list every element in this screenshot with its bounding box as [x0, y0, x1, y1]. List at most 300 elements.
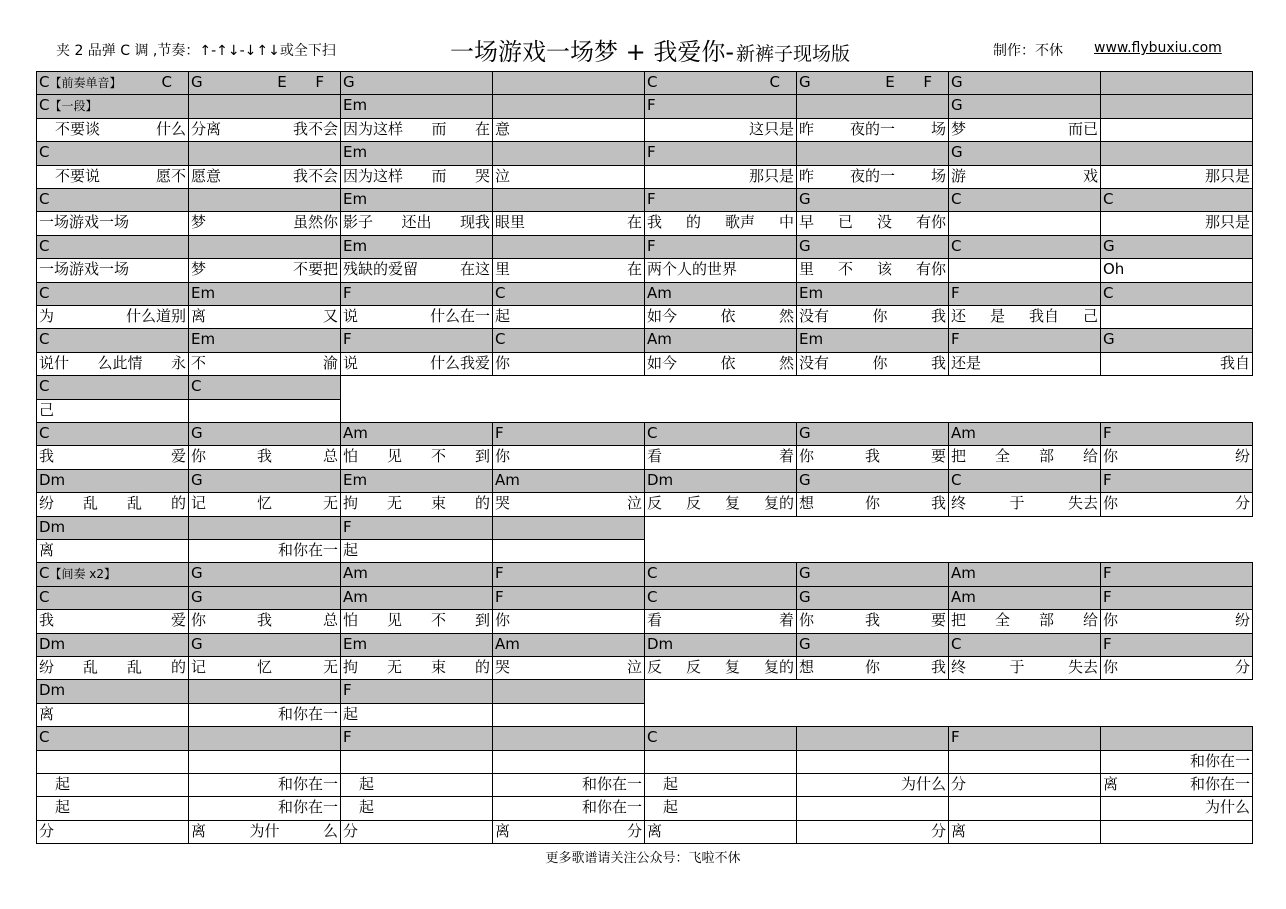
lyric-cell — [492, 258, 645, 282]
chord-name: C — [647, 73, 658, 91]
chord-name: G — [1103, 330, 1115, 349]
chord-cell — [948, 141, 1101, 165]
section-label: 【一段】 — [49, 99, 98, 114]
lyric-cell — [796, 352, 949, 376]
lyric-text: 你 — [495, 447, 511, 466]
chord-name: G — [799, 236, 811, 255]
lyric-text: 己 — [39, 400, 55, 419]
lyric-cell — [36, 118, 189, 142]
chord-name: F — [1103, 587, 1112, 606]
chord-cell — [644, 562, 797, 586]
lyric-cell — [492, 773, 645, 797]
chord-name: Em — [343, 190, 368, 208]
chord-cell — [948, 235, 1101, 259]
lyric-text: 如今 依 然 — [647, 307, 794, 325]
lyric-text: 离 — [951, 821, 967, 840]
lyric-text: 还 是 我自 己 — [951, 307, 1098, 325]
lyric-text: 这只 是 — [748, 119, 794, 138]
chord-cell — [492, 586, 645, 610]
chord-cell — [644, 469, 797, 493]
lyric-text: 把 全 部 给 — [951, 447, 1098, 466]
lyric-cell — [948, 796, 1101, 820]
chord-cell — [796, 586, 949, 610]
chord-name: C — [647, 424, 658, 442]
lyric-cell — [1100, 656, 1253, 680]
lyric-text: 那只 是 — [748, 166, 794, 185]
lyric-cell — [1100, 258, 1253, 282]
lyric-cell — [796, 445, 949, 469]
chord-name: Em — [799, 283, 824, 302]
lyric-cell — [340, 305, 493, 329]
lyric-cell — [492, 118, 645, 142]
chord-name: Em — [191, 283, 216, 302]
chord-name: Am — [495, 470, 520, 489]
lyric-cell — [188, 656, 341, 680]
lyric-text: 为什 么 — [900, 775, 946, 793]
chord-cell — [492, 679, 645, 703]
chord-cell — [1100, 188, 1253, 212]
lyric-cell — [188, 750, 341, 774]
chord-cell — [36, 71, 189, 95]
chord-name: Em — [343, 236, 368, 255]
chord-name: F — [495, 564, 504, 583]
lyric-text: 反 反 复 复的 — [647, 658, 794, 676]
lyric-cell — [492, 820, 645, 844]
chord-name: Em — [343, 143, 368, 162]
chord-cell — [796, 469, 949, 493]
chord-name: F — [343, 728, 352, 747]
lyric-text: 没有 你 我 — [799, 353, 946, 372]
chord-name: F — [951, 330, 960, 349]
lyric-text: 离 — [39, 704, 55, 723]
lyric-text: 想 你 我 — [799, 658, 946, 676]
lyric-cell — [188, 820, 341, 844]
chord-cell — [492, 633, 645, 657]
chord-cell — [948, 469, 1101, 493]
chord-name: G — [799, 634, 811, 653]
chord-cell — [36, 188, 189, 212]
lyric-cell — [340, 796, 493, 820]
chord-cell — [188, 235, 341, 259]
chord-name: F — [343, 330, 352, 349]
chord-cell — [340, 94, 493, 118]
lyric-cell — [948, 211, 1101, 235]
lyric-cell — [36, 165, 189, 189]
chord-name: C — [951, 634, 962, 653]
lyric-text: 那只是 — [1204, 166, 1250, 185]
lyric-text: 你 我 要 — [799, 447, 946, 466]
chord-name: Dm — [39, 517, 66, 536]
lyric-text: 离 为什 么 — [191, 821, 338, 840]
chord-name: F — [1103, 634, 1112, 653]
lyric-cell — [36, 609, 189, 633]
lyric-cell — [36, 445, 189, 469]
chord-cell — [948, 188, 1101, 212]
lyric-text: 和你在一 — [277, 541, 338, 559]
chord-cell — [796, 94, 949, 118]
lyric-text: 记 忆 无 — [191, 494, 338, 513]
chord-name: G — [799, 424, 811, 442]
chord-name: Dm — [39, 470, 66, 489]
chord-cell — [188, 375, 341, 399]
lyric-cell — [1100, 796, 1253, 820]
lyric-cell — [948, 258, 1101, 282]
lyric-cell — [36, 539, 189, 563]
chord-cell — [36, 375, 189, 399]
chord-cell — [188, 726, 341, 750]
chord-name: Dm — [39, 681, 66, 700]
chord-cell — [948, 422, 1101, 446]
chord-name: G — [343, 73, 355, 91]
chord-name: C — [1103, 283, 1114, 302]
lyric-cell — [492, 165, 645, 189]
lyric-text: 拘 无 束 的 — [343, 658, 490, 676]
chord-cell — [796, 726, 949, 750]
lyric-cell — [188, 609, 341, 633]
chord-cell — [644, 726, 797, 750]
lyric-text: 一场游戏一场 — [39, 213, 130, 232]
chord-cell — [188, 141, 341, 165]
chord-name: Em — [799, 330, 824, 349]
lyric-cell — [36, 492, 189, 516]
chord-cell — [492, 141, 645, 165]
lyric-text: 分 — [951, 775, 967, 793]
lyric-cell — [188, 305, 341, 329]
chord-cell — [36, 141, 189, 165]
lyric-text: 起 — [359, 798, 375, 817]
chord-name: C — [39, 96, 50, 115]
song-title — [450, 32, 850, 67]
chord-name: F — [495, 587, 504, 606]
chord-cell — [188, 71, 341, 95]
lyric-cell — [36, 796, 189, 820]
chord-name: Am — [495, 634, 520, 653]
song-title-main: 一场游戏一场梦 + 我爱你- — [450, 38, 735, 66]
lyric-cell — [796, 750, 949, 774]
lyric-text: 和你在一 — [277, 798, 338, 817]
lyric-text: 没有 你 我 — [799, 307, 946, 325]
lyric-cell — [796, 796, 949, 820]
chord-name: Dm — [39, 634, 66, 653]
lyric-cell — [644, 258, 797, 282]
chord-cell — [36, 586, 189, 610]
lyric-text: 游 戏 — [951, 166, 1098, 185]
lyric-cell — [188, 165, 341, 189]
lyric-text: 和你在一 — [581, 775, 642, 793]
chord-name: F — [343, 681, 352, 700]
chord-name: C — [191, 377, 202, 396]
chord-name: Am — [647, 330, 672, 349]
chord-name: C — [951, 236, 962, 255]
lyric-text: 起 — [663, 775, 679, 793]
chord-name: C — [39, 236, 50, 255]
lyric-text: 起 — [55, 775, 71, 793]
chord-cell — [644, 188, 797, 212]
chord-cell — [36, 679, 189, 703]
lyric-text: 起 — [359, 775, 375, 793]
lyric-text: 想 你 我 — [799, 494, 946, 513]
lyric-text: 为 什么道别 — [39, 307, 186, 325]
chord-name: C — [647, 728, 658, 747]
chord-cell — [796, 562, 949, 586]
lyric-cell — [796, 609, 949, 633]
lyric-text: 昨 夜的一 场 — [799, 119, 946, 138]
chord-name: F — [495, 424, 504, 442]
chord-cell — [492, 726, 645, 750]
section-label: 【前奏单音】 — [49, 76, 122, 90]
lyric-text: 和你在一 — [581, 798, 642, 817]
chord-cell — [796, 633, 949, 657]
chord-name: C — [39, 190, 50, 208]
lyric-cell — [492, 750, 645, 774]
lyric-cell — [36, 352, 189, 376]
lyric-text: 影子 还出 现我 — [343, 213, 490, 232]
lyric-cell — [1100, 492, 1253, 516]
chord-cell — [492, 188, 645, 212]
lyric-cell — [36, 399, 189, 423]
chord-name: F — [647, 190, 656, 208]
lyric-cell — [796, 305, 949, 329]
lyric-text: 分 — [39, 821, 55, 840]
lyric-text: 起 — [343, 541, 359, 559]
lyric-text: 不 渝 — [191, 353, 338, 372]
lyric-text: 离 又 — [191, 307, 338, 325]
chord-name: C — [39, 424, 50, 442]
lyric-text: 和你在一 — [277, 704, 338, 723]
chord-name: C — [39, 283, 50, 302]
chord-name: G — [799, 587, 811, 606]
lyric-cell — [36, 305, 189, 329]
lyric-text: 拘 无 束 的 — [343, 494, 490, 513]
chord-name: C — [39, 728, 50, 747]
chord-cell — [188, 562, 341, 586]
lyric-cell — [340, 750, 493, 774]
chord-name: Em — [343, 96, 368, 115]
lyric-text: 眼里 在 — [495, 213, 642, 232]
lyric-text: 你 — [495, 611, 511, 630]
chord-name: Am — [951, 424, 976, 442]
chord-name: F — [1103, 470, 1112, 489]
website-link[interactable]: www.flybuxiu.com — [1094, 40, 1222, 56]
lyric-cell — [188, 492, 341, 516]
lyric-cell — [644, 305, 797, 329]
lyric-cell — [1100, 165, 1253, 189]
chord-cell — [1100, 328, 1253, 352]
lyric-text: 为什 么 — [1204, 798, 1250, 817]
chord-cell — [340, 188, 493, 212]
lyric-text: 两个人的世界 — [647, 260, 738, 279]
chord-cell — [1100, 71, 1253, 95]
chord-cell — [1100, 633, 1253, 657]
lyric-text: 离 — [647, 821, 663, 840]
chord-cell — [1100, 422, 1253, 446]
lyric-text: 哭 泣 — [495, 494, 642, 513]
lyric-cell — [36, 703, 189, 727]
lyric-text: Oh — [1103, 260, 1125, 279]
chord-cell — [644, 141, 797, 165]
lyric-cell — [492, 609, 645, 633]
lyric-cell — [644, 118, 797, 142]
chord-cell — [644, 282, 797, 306]
chord-cell — [948, 726, 1101, 750]
lyric-text: 反 反 复 复的 — [647, 494, 794, 513]
chord-cell — [644, 328, 797, 352]
chord-cell — [492, 562, 645, 586]
lyric-cell — [188, 796, 341, 820]
lyric-text: 我 自 — [1219, 353, 1250, 372]
lyric-cell — [36, 656, 189, 680]
chord-cell — [492, 422, 645, 446]
lyric-cell — [340, 352, 493, 376]
lyric-text: 终 于 失去 — [951, 658, 1098, 676]
section-label: 【间奏 x2】 — [49, 567, 117, 582]
chord-name: G — [1103, 236, 1115, 255]
lyric-cell — [1100, 820, 1253, 844]
lyric-text: 残缺的爱留 在这 — [343, 260, 490, 279]
chord-cell — [1100, 562, 1253, 586]
chord-cell — [948, 282, 1101, 306]
lyric-text: 愿意 我不会 — [191, 166, 338, 185]
capo-rhythm-note: 夹 2 品弹 C 调 ,节奏：↑-↑↓-↓↑↓或全下扫 — [56, 43, 336, 59]
lyric-text: 你 分 — [1103, 658, 1250, 676]
lyric-cell — [948, 750, 1101, 774]
lyric-cell — [36, 820, 189, 844]
chord-name: G — [191, 470, 203, 489]
chord-name: G — [799, 73, 811, 91]
chord-name: F — [647, 96, 656, 115]
lyric-cell — [1100, 773, 1253, 797]
chord-cell — [188, 516, 341, 540]
lyric-cell — [188, 258, 341, 282]
lyric-cell — [644, 445, 797, 469]
chord-cell — [1100, 586, 1253, 610]
chord-cell — [36, 328, 189, 352]
chord-name: Em — [191, 330, 216, 349]
lyric-cell — [492, 445, 645, 469]
lyric-cell — [948, 492, 1101, 516]
lyric-cell — [644, 796, 797, 820]
lyric-text: 说 什么我爱 — [343, 353, 490, 372]
lyric-text: 记 忆 无 — [191, 658, 338, 676]
chord-name: F — [951, 728, 960, 747]
lyric-text: 因为这样 而 哭 — [343, 166, 490, 185]
chord-name: Dm — [647, 470, 674, 489]
lyric-text: 你 我 总 — [191, 611, 338, 630]
lyric-text: 说 什么在一 — [343, 307, 490, 325]
chord-cell — [36, 422, 189, 446]
lyric-text: 看 着 — [647, 447, 794, 466]
chord-cell — [644, 422, 797, 446]
lyric-cell — [188, 399, 341, 423]
chord-name: C — [39, 587, 50, 606]
chord-name: G — [951, 96, 963, 115]
chord-cell — [340, 679, 493, 703]
lyric-cell — [948, 820, 1101, 844]
lyric-text: 看 着 — [647, 611, 794, 630]
lyric-cell — [948, 305, 1101, 329]
chord-name: G — [799, 190, 811, 208]
lyric-cell — [948, 352, 1101, 376]
lyric-text: 里 在 — [495, 260, 642, 279]
chord-cell — [188, 328, 341, 352]
chord-cell — [796, 282, 949, 306]
lyric-cell — [492, 703, 645, 727]
lyric-cell — [340, 211, 493, 235]
chord-name: F — [647, 236, 656, 255]
chord-name: Am — [343, 424, 368, 442]
chord-name: C — [39, 143, 50, 162]
chord-cell — [36, 726, 189, 750]
chord-cell — [188, 282, 341, 306]
chord-name: Am — [343, 564, 368, 583]
lyric-cell — [492, 796, 645, 820]
chord-cell — [1100, 282, 1253, 306]
chord-name: G — [191, 634, 203, 653]
chord-cell — [36, 469, 189, 493]
lyric-cell — [36, 773, 189, 797]
lyric-cell — [340, 703, 493, 727]
lyric-cell — [948, 118, 1101, 142]
chord-cell — [36, 633, 189, 657]
chord-name: C — [161, 73, 172, 91]
lyric-text: 我 爱 — [39, 447, 186, 466]
lyric-cell — [188, 118, 341, 142]
lyric-text: 分离 我不会 — [191, 119, 338, 138]
chord-name: C — [951, 190, 962, 208]
chord-cell — [1100, 469, 1253, 493]
lyric-text: 梦 虽然你 — [191, 213, 338, 232]
lyric-text: 离 分 — [495, 821, 642, 840]
chord-name: C — [769, 73, 780, 91]
lyric-text: 我 爱 — [39, 611, 186, 630]
chord-cell — [1100, 235, 1253, 259]
lyric-cell — [1100, 609, 1253, 633]
chord-name: C — [647, 564, 658, 583]
lyric-cell — [796, 258, 949, 282]
chord-name: E F — [277, 73, 324, 91]
chord-name: F — [647, 143, 656, 162]
lyric-cell — [492, 492, 645, 516]
author-credit: 制作：不休 — [993, 43, 1063, 59]
lyric-cell — [644, 492, 797, 516]
chord-cell — [492, 516, 645, 540]
lyric-cell — [340, 609, 493, 633]
chord-cell — [492, 328, 645, 352]
lyric-text: 分 — [343, 821, 359, 840]
lyric-cell — [340, 445, 493, 469]
lyric-cell — [1100, 352, 1253, 376]
lyric-text: 起 — [663, 798, 679, 817]
lyric-cell — [340, 165, 493, 189]
chord-name: G — [951, 73, 963, 91]
lyric-cell — [644, 211, 797, 235]
chord-cell — [188, 633, 341, 657]
lyric-cell — [796, 773, 949, 797]
chord-cell — [948, 586, 1101, 610]
chord-cell — [948, 94, 1101, 118]
lyric-text: 我 的 歌声 中 — [647, 213, 794, 232]
chord-name: C — [951, 470, 962, 489]
chord-cell — [948, 633, 1101, 657]
lyric-cell — [796, 820, 949, 844]
lyric-cell — [340, 656, 493, 680]
chord-name: C — [39, 377, 50, 396]
lyric-text: 还是 — [951, 353, 982, 372]
lyric-cell — [188, 539, 341, 563]
chord-cell — [1100, 94, 1253, 118]
lyric-cell — [644, 656, 797, 680]
chord-cell — [340, 726, 493, 750]
